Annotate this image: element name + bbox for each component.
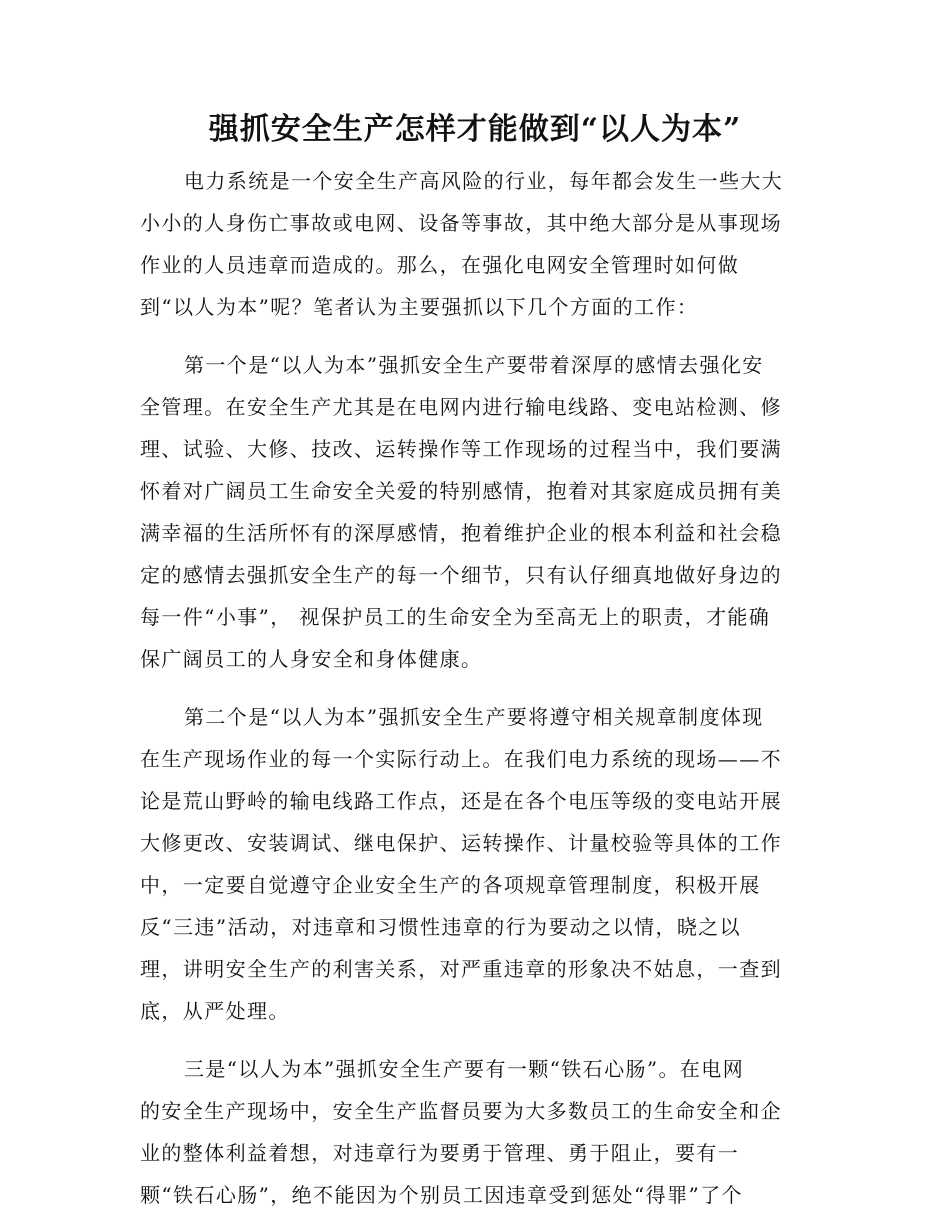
text-line: 理、试验、大修、技改、运转操作等工作现场的过程当中，我们要满 <box>140 437 782 461</box>
text-line: 电力系统是一个安全生产高风险的行业，每年都会发生一些大大 <box>184 169 784 193</box>
text-line: 业的整体利益着想，对违章行为要勇于管理、勇于阻止，要有一 <box>140 1141 740 1165</box>
text-line: 大修更改、安装调试、继电保护、运转操作、计量校验等具体的工作 <box>140 831 782 855</box>
paragraph-first-point <box>140 344 820 680</box>
text-line: 每一件“小事”， 视保护员工的生命安全为至高无上的职责，才能确 <box>140 605 771 629</box>
text-line: 全管理。在安全生产尤其是在电网内进行输电线路、变电站检测、修 <box>140 395 782 419</box>
text-line: 定的感情去强抓安全生产的每一个细节，只有认仔细真地做好身边的 <box>140 563 782 587</box>
text-line: 小小的人身伤亡事故或电网、设备等事故，其中绝大部分是从事现场 <box>140 211 782 235</box>
text-line: 反“三违”活动，对违章和习惯性违章的行为要动之以情，晓之以 <box>140 915 742 939</box>
document-body <box>140 160 820 1232</box>
text-line: 在生产现场作业的每一个实际行动上。在我们电力系统的现场——不 <box>140 747 782 771</box>
paragraph-second-point <box>140 696 820 1032</box>
document-title: 强抓安全生产怎样才能做到“以人为本” <box>208 112 742 147</box>
text-line: 理，讲明安全生产的利害关系，对严重违章的形象决不姑息，一查到 <box>140 957 782 981</box>
text-line: 三是“以人为本”强抓安全生产要有一颗“铁石心肠”。在电网 <box>184 1057 745 1081</box>
text-line: 到“以人为本”呢？笔者认为主要强抓以下几个方面的工作： <box>140 295 699 319</box>
text-line: 怀着对广阔员工生命安全关爱的特别感情，抱着对其家庭成员拥有美 <box>140 479 782 503</box>
text-line: 第一个是“以人为本”强抓安全生产要带着深厚的感情去强化安 <box>184 353 764 377</box>
text-line: 作业的人员违章而造成的。那么，在强化电网安全管理时如何做 <box>140 253 740 277</box>
text-line: 论是荒山野岭的输电线路工作点，还是在各个电压等级的变电站开展 <box>140 789 782 813</box>
text-line: 的安全生产现场中，安全生产监督员要为大多数员工的生命安全和企 <box>140 1099 782 1123</box>
text-line: 底，从严处理。 <box>140 999 290 1023</box>
text-line: 中，一定要自觉遵守企业安全生产的各项规章管理制度，积极开展 <box>140 873 761 897</box>
paragraph-intro <box>140 160 820 328</box>
text-line: 第二个是“以人为本”强抓安全生产要将遵守相关规章制度体现 <box>184 705 764 729</box>
text-line: 保广阔员工的人身安全和身体健康。 <box>140 647 483 671</box>
paragraph-third-point <box>140 1048 820 1216</box>
text-line: 满幸福的生活所怀有的深厚感情，抱着维护企业的根本利益和社会稳 <box>140 521 782 545</box>
text-line: 颗“铁石心肠”，绝不能因为个别员工因违章受到惩处“得罪”了个 <box>140 1183 743 1207</box>
